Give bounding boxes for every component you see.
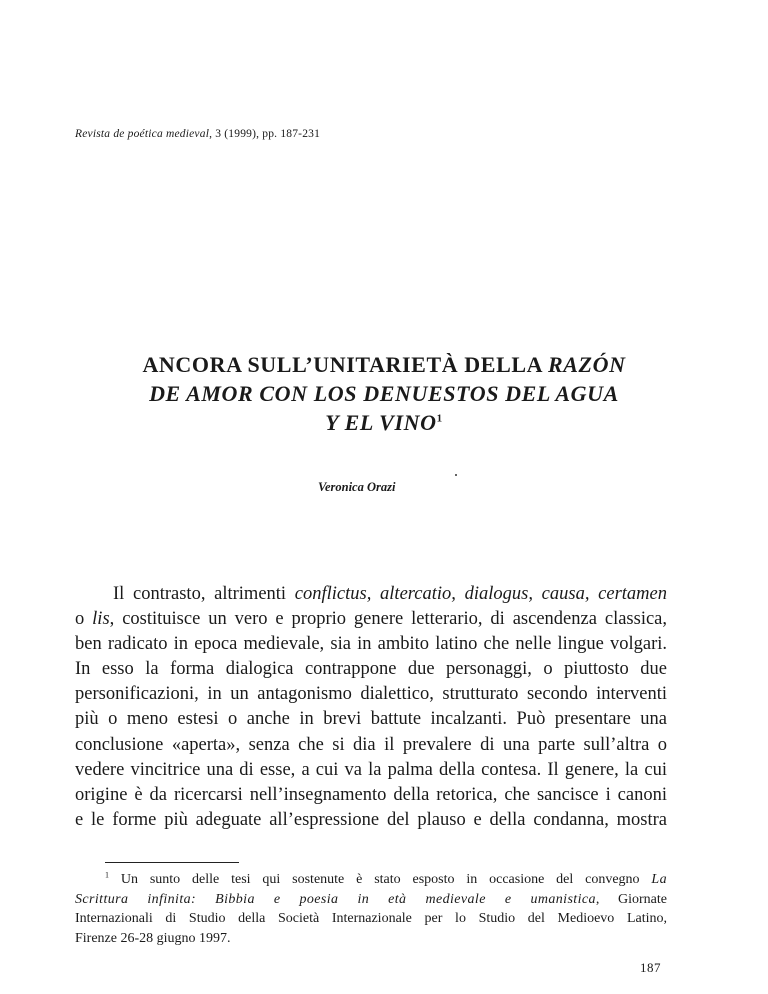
body-line: conclusione «aperta», senza che si dia il prevalere di una parte sull’altra o — [75, 734, 667, 755]
footnote-line — [75, 870, 667, 890]
title-footnote-ref: 1 — [436, 412, 443, 425]
title-line-3-italic: Y EL VINO — [325, 410, 437, 435]
body-paragraph — [75, 582, 667, 833]
title-line-3 — [0, 408, 768, 437]
body-text-run: o — [75, 609, 93, 630]
journal-name: Revista de poética medieval — [75, 128, 210, 140]
title-line-2-italic: DE AMOR CON LOS DENUESTOS DEL AGUA — [149, 381, 619, 406]
footnote-text-run: Un sunto delle tesi qui sostenute è stato esposto in occasione del convegno — [120, 872, 652, 887]
footnote-separator — [105, 862, 239, 863]
body-line: più o meno estesi o anche in brevi battute incalzanti. Può presentare una — [75, 709, 667, 730]
title-line-1-roman: ANCORA SULL’UNITARIETÀ DELLA — [142, 352, 548, 377]
footnote-italic-run: La — [651, 872, 668, 887]
body-line: e le forme più adeguate all’espressione del plauso e della condanna, mostra — [75, 809, 667, 830]
title-line-2 — [0, 379, 768, 408]
footnote-marker: 1 — [105, 870, 109, 880]
body-italic-run: conflictus, altercatio, dialogus, causa, certamen — [294, 584, 667, 604]
page-number: 187 — [640, 960, 661, 975]
body-line — [75, 607, 667, 632]
body-text-run: Il contrasto, altrimenti — [113, 584, 295, 604]
footnote-italic-run: Scrittura infinita: Bibbia e poesia in età medievale e umanistica — [75, 891, 596, 907]
footnote-line — [75, 890, 667, 910]
title-line-1-italic: RAZÓN — [548, 352, 626, 377]
footnote-line: Firenze 26-28 giugno 1997. — [75, 930, 231, 946]
footnote-line: Internazionali di Studio della Società Internazionale per lo Studio del Medioevo Latino, — [75, 911, 667, 926]
stray-mark — [455, 474, 457, 476]
body-line — [75, 582, 667, 607]
footnote-text-run: , Giornate — [595, 891, 667, 907]
footnote — [75, 870, 667, 948]
journal-details: , 3 (1999), pp. 187-231 — [209, 128, 321, 140]
body-line: In esso la forma dialogica contrappone due personaggi, o piuttosto due — [75, 659, 667, 680]
article-title — [0, 350, 768, 437]
body-line: vedere vincitrice una di esse, a cui va la palma della contesa. Il genere, la cui — [75, 759, 667, 780]
body-italic-run: lis — [92, 609, 110, 630]
running-header — [75, 128, 320, 140]
title-line-1 — [0, 350, 768, 379]
author-name: Veronica Orazi — [318, 480, 396, 494]
body-line: personificazioni, in un antagonismo dialettico, strutturato secondo interventi — [75, 684, 667, 705]
body-line: origine è da ricercarsi nell’insegnamento della retorica, che sancisce i canoni — [75, 784, 667, 805]
body-text-run: , costituisce un vero e proprio genere letterario, di ascendenza classica, — [109, 609, 668, 630]
body-line: ben radicato in epoca medievale, sia in ambito latino che nelle lingue volgari. — [75, 634, 667, 655]
